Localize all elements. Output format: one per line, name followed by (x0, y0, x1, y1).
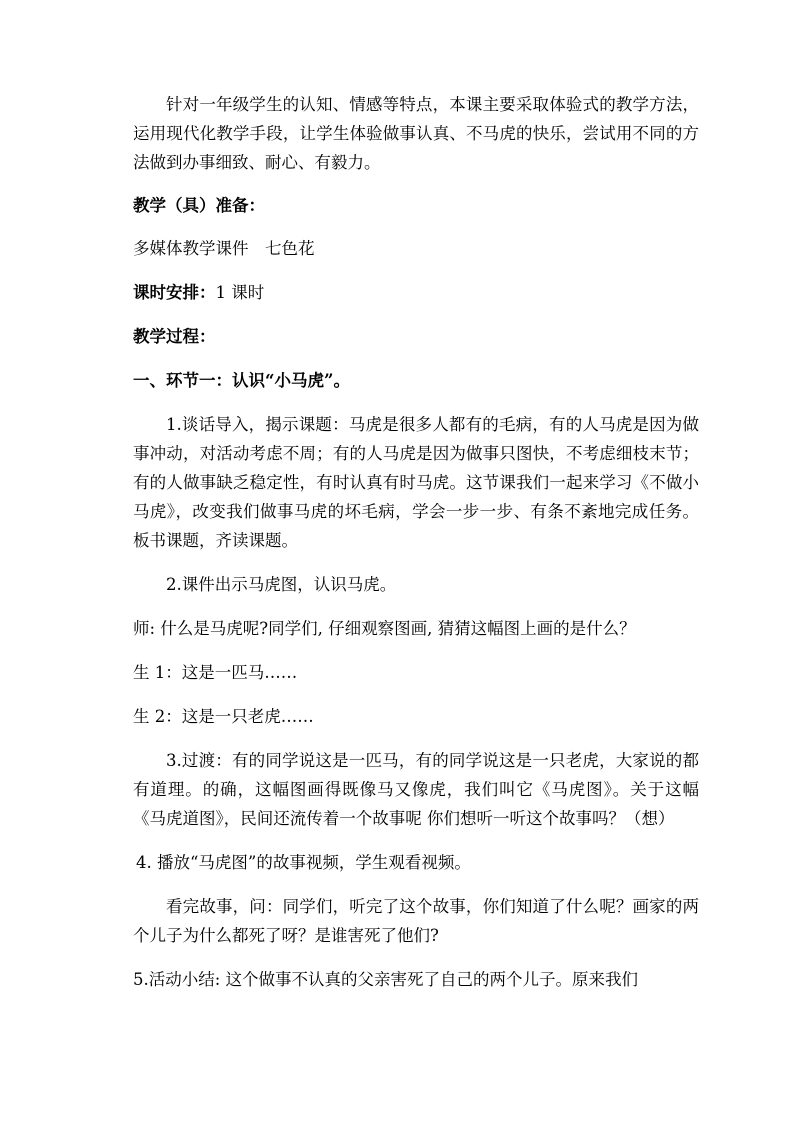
item2-paragraph: 2.课件出示马虎图，认识马虎。 (166, 575, 397, 594)
schedule-line (133, 278, 699, 307)
document-body (133, 90, 699, 994)
item5-paragraph: 5.活动小结: 这个做事不认真的父亲害死了自己的两个儿子。原来我们 (133, 970, 639, 989)
item4-paragraph: 4. 播放“马虎图”的故事视频，学生观看视频。 (136, 853, 471, 872)
item1-paragraph: 1.谈话导入，揭示课题：马虎是很多人都有的毛病，有的人马虎是因为做事冲动，对活动考虑不周；有的人马虎是因为做事只图快，不考虑细枝末节；有的人做事缺乏稳定性，有时认真有时马虎。这节课我们一起来学习《不做小马虎》，改变我们做事马虎的坏毛病，学会一步一步、有条不紊地完成任务。板书课题，齐读课题。 (133, 415, 699, 550)
schedule-label: 课时安排： (133, 283, 216, 302)
after-story-paragraph: 看完故事，问：同学们，听完了这个故事，你们知道了什么呢？画家的两个儿子为什么都死了呀？是谁害死了他们? (133, 897, 699, 945)
prep-content: 多媒体教学课件 七色花 (133, 239, 315, 258)
section1-heading: 一、环节一：认识“小马虎”。 (133, 371, 350, 390)
intro-paragraph: 针对一年级学生的认知、情感等特点，本课主要采取体验式的教学方法，运用现代化教学手段，让学生体验做事认真、不马虎的快乐，尝试用不同的方法做到办事细致、耐心、有毅力。 (133, 95, 699, 172)
process-heading: 教学过程： (133, 327, 216, 346)
prep-heading: 教学（具）准备： (133, 196, 265, 215)
item3-paragraph: 3.过渡：有的同学说这是一匹马，有的同学说这是一只老虎，大家说的都有道理。的确，这幅图画得既像马又像虎，我们叫它《马虎图》。关于这幅《马虎道图》，民间还流传着一个故事呢 你们想听一听这个故事吗？（想） (133, 751, 699, 828)
teacher-question: 师: 什么是马虎呢?同学们, 仔细观察图画, 猜猜这幅图上画的是什么？ (133, 619, 636, 638)
student1-answer: 生 1：这是一匹马…… (133, 663, 298, 682)
schedule-value: 1 课时 (215, 283, 265, 302)
student2-answer: 生 2：这是一只老虎…… (133, 707, 314, 726)
